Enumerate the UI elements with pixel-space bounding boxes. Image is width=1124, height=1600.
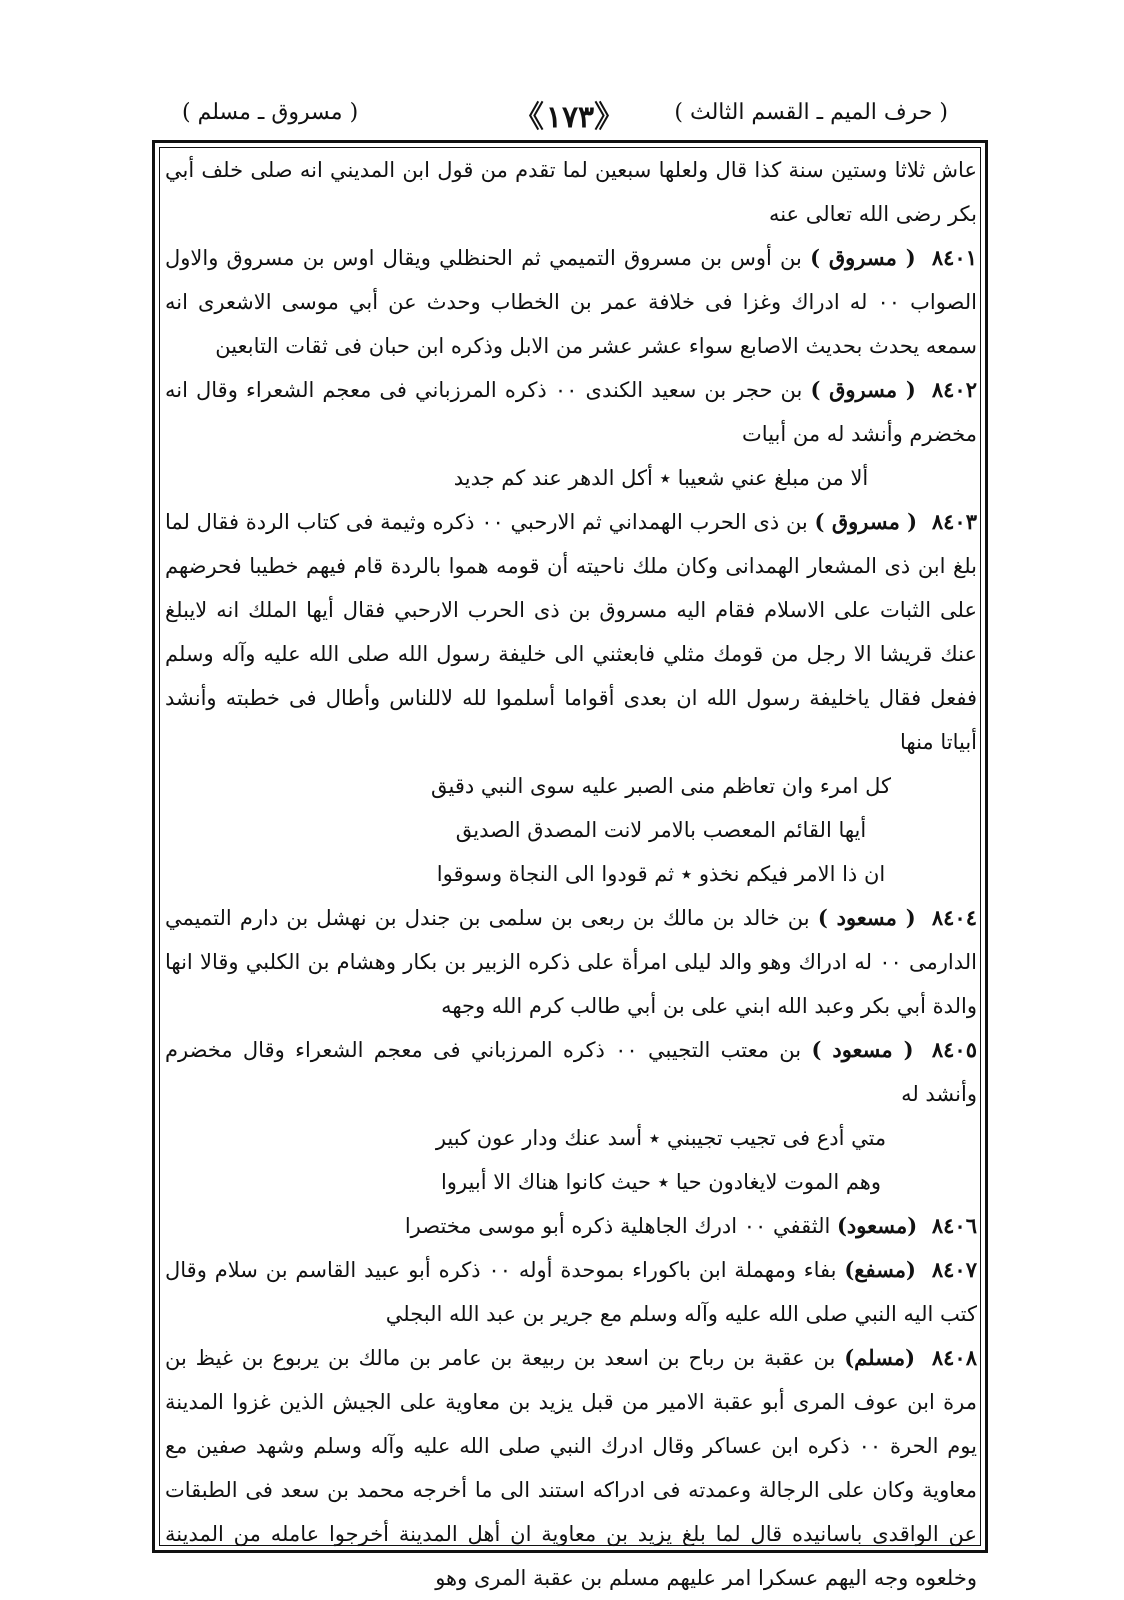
entry-8403 — [165, 500, 977, 764]
entry-text: بن معتب التجيبي ٠٠ ذكره المرزباني فى معجم الشعراء وقال مخضرم وأنشد له — [165, 1038, 977, 1106]
page-body — [165, 148, 977, 1590]
entry-number: ٨٤٠٢ — [931, 377, 977, 402]
entry-text: بفاء ومهملة ابن باكوراء بموحدة أوله ٠٠ ذكره أبو عبيد القاسم بن سلام وقال كتب اليه النبي صلى الله عليه وآله وسلم مع جرير بن عبد الله البجلي — [165, 1258, 977, 1326]
entry-number: ٨٤٠٤ — [931, 905, 977, 930]
entry-number: ٨٤٠٣ — [931, 509, 977, 534]
continuation-paragraph: عاش ثلاثا وستين سنة كذا قال ولعلها سبعين لما تقدم من قول ابن المديني انه صلى خلف أبي بكر رضى الله تعالى عنه — [165, 158, 977, 226]
entry-8404 — [165, 896, 977, 1028]
chapter-title: ( حرف الميم ـ القسم الثالث ) — [674, 100, 948, 125]
entry-name: (مسفع) — [844, 1257, 916, 1282]
entry-text: الثقفي ٠٠ ادرك الجاهلية ذكره أبو موسى مختصرا — [404, 1214, 831, 1238]
verse-line: أيها القائم المعصب بالامر لانت المصدق الصديق — [455, 818, 867, 842]
entry-name: (مسلم) — [844, 1345, 916, 1370]
verse-line: ان ذا الامر فيكم نخذو ٭ ثم قودوا الى النجاة وسوقوا — [436, 862, 886, 886]
entry-8401 — [165, 236, 977, 368]
entry-8407 — [165, 1248, 977, 1336]
entry-text: بن ذى الحرب الهمداني ثم الارحبي ٠٠ ذكره وثيمة فى كتاب الردة فقال لما بلغ ابن ذى المشعار الهمدانى وكان ملك ناحيته أن قومه هموا بالردة قام فيهم خطيبا فحرضهم على الثبات على الاسلام فقام اليه مسروق بن ذى الحرب الارحبي فقال أيها الملك انه لايبلغ عنك قريشا الا رجل من قومك مثلي فابعثني الى خليفة رسول الله صلى الله عليه وآله وسلم ففعل فقال ياخليفة رسول الله ان بعدى أقواما أسلموا لله لاللناس وأطال فى خطبته وأنشد أبياتا منها — [165, 510, 977, 754]
entry-8402 — [165, 368, 977, 456]
entry-number: ٨٤٠٥ — [931, 1037, 977, 1062]
entry-text: بن خالد بن مالك بن ربعى بن سلمى بن جندل بن نهشل بن دارم التميمي الدارمى ٠٠ له ادراك وهو والد ليلى امرأة على ذكره الزبير بن بكار وهشام بن الكلبي وقالا انها والدة أبي بكر وعبد الله ابني على بن أبي طالب كرم الله وجهه — [165, 906, 977, 1018]
entry-8406 — [165, 1204, 977, 1248]
entry-name: ( مسروق ) — [810, 377, 916, 402]
entry-name: ( مسروق ) — [814, 509, 918, 534]
entry-name: ( مسعود ) — [817, 905, 916, 930]
entry-8408 — [165, 1336, 977, 1600]
entry-text: بن أوس بن مسروق التميمي ثم الحنظلي ويقال اوس بن مسروق والاول الصواب ٠٠ له ادراك وغزا فى خلافة عمر بن الخطاب وحدث عن أبي موسى الاشعرى انه سمعه يحدث بحديث الاصابع سواء عشر عشر من الابل وذكره ابن حبان فى ثقات التابعين — [165, 246, 977, 358]
page-header — [152, 92, 988, 136]
entry-text: بن عقبة بن رباح بن اسعد بن ربيعة بن عامر بن مالك بن يربوع بن غيظ بن مرة ابن عوف المرى أبو عقبة الامير من قبل يزيد بن معاوية على الجيش الذين غزوا المدينة يوم الحرة ٠٠ ذكره ابن عساكر وقال ادرك النبي صلى الله عليه وآله وسلم وشهد صفين مع معاوية وكان على الرجالة وعمدته فى ادراكه استند الى ما أخرجه محمد بن سعد فى الطبقات عن الواقدى باسانيده قال لما بلغ يزيد بن معاوية ان أهل المدينة أخرجوا عامله من المدينة وخلعوه وجه اليهم عسكرا امر عليهم مسلم بن عقبة المرى وهو — [165, 1346, 977, 1590]
entry-name: ( مسروق ) — [810, 245, 916, 270]
verse-line: كل امرء وان تعاظم منى الصبر عليه سوى النبي دقيق — [430, 774, 892, 798]
entry-text: بن حجر بن سعيد الكندى ٠٠ ذكره المرزباني فى معجم الشعراء وقال انه مخضرم وأنشد له من أبيات — [165, 378, 977, 446]
entry-number: ٨٤٠١ — [931, 245, 977, 270]
entry-name: (مسعود) — [837, 1213, 918, 1238]
verse-line: ألا من مبلغ عني شعيبا ٭ أكل الدهر عند كم جديد — [453, 466, 869, 490]
verse-line: وهم الموت لايغادون حيا ٭ حيث كانوا هناك الا أبيروا — [440, 1170, 882, 1194]
entry-number: ٨٤٠٨ — [931, 1345, 977, 1370]
page-number: 《١٧٣》 — [513, 100, 627, 135]
entry-8405 — [165, 1028, 977, 1116]
running-title: ( مسروق ـ مسلم ) — [182, 100, 359, 125]
entry-number: ٨٤٠٦ — [931, 1213, 977, 1238]
entry-number: ٨٤٠٧ — [931, 1257, 977, 1282]
entry-name: ( مسعود ) — [811, 1037, 914, 1062]
verse-line: متي أدع فى تجيب تجيبني ٭ أسد عنك ودار عون كبير — [435, 1126, 887, 1150]
